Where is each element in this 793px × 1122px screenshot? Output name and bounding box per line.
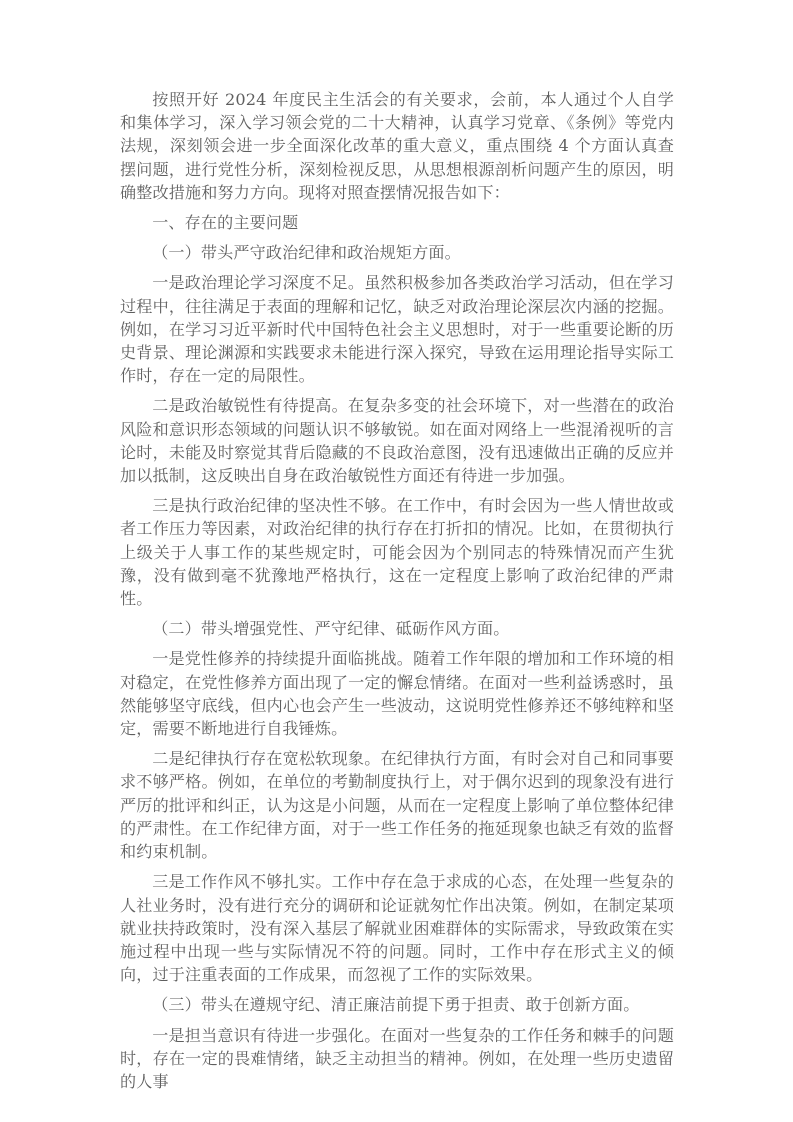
section-heading: （二）带头增强党性、严守纪律、砥砺作风方面。 [152,619,510,639]
section-heading: （三）带头在遵规守纪、清正廉洁前提下勇于担责、敢于创新方面。 [152,995,640,1015]
body-paragraph: 三是执行政治纪律的坚决性不够。在工作中，有时会因为一些人情世故或者工作压力等因素，对政治纪律的执行存在打折扣的情况。比如，在贯彻执行上级关于人事工作的某些规定时，可能会因为个别同志的特殊情况而产生犹豫，没有做到毫不犹豫地严格执行，这在一定程度上影响了政治纪律的严肃性。 [120,496,674,609]
body-paragraph: 一是党性修养的持续提升面临挑战。随着工作年限的增加和工作环境的相对稳定，在党性修养方面出现了一定的懈怠情绪。在面对一些利益诱惑时，虽然能够坚守底线，但内心也会产生一些波动，这说明党性修养还不够纯粹和坚定，需要不断地进行自我锤炼。 [120,649,674,739]
document-body [120,88,674,1093]
body-paragraph: 一是政治理论学习深度不足。虽然积极参加各类政治学习活动，但在学习过程中，往往满足于表面的理解和记忆，缺乏对政治理论深层次内涵的挖掘。例如，在学习习近平新时代中国特色社会主义思想时，对于一些重要论断的历史背景、理论渊源和实践要求未能进行深入探究，导致在运用理论指导实际工作时，存在一定的局限性。 [120,273,674,386]
body-paragraph: 按照开好 2024 年度民主生活会的有关要求，会前，本人通过个人自学和集体学习，深入学习领会党的二十大精神，认真学习党章、《条例》等党内法规，深刻领会进一步全面深化改革的重大意义，重点围绕 4 个方面认真查摆问题，进行党性分析，深刻检视反思，从思想根源剖析问题产生的原因，明确整改措施和努力方向。现将对照查摆情况报告如下： [120,90,674,202]
body-paragraph: 二是纪律执行存在宽松软现象。在纪律执行方面，有时会对自己和同事要求不够严格。例如，在单位的考勤制度执行上，对于偶尔迟到的现象没有进行严厉的批评和纠正，认为这是小问题，从而在一定程度上影响了单位整体纪律的严肃性。在工作纪律方面，对于一些工作任务的拖延现象也缺乏有效的监督和约束机制。 [120,749,674,862]
body-paragraph: 二是政治敏锐性有待提高。在复杂多变的社会环境下，对一些潜在的政治风险和意识形态领域的问题认识不够敏锐。如在面对网络上一些混淆视听的言论时，未能及时察觉其背后隐藏的不良政治意图，没有迅速做出正确的反应并加以抵制，这反映出自身在政治敏锐性方面还有待进一步加强。 [120,396,674,486]
section-heading: 一、存在的主要问题 [152,213,299,233]
section-heading: （一）带头严守政治纪律和政治规矩方面。 [152,243,461,263]
body-paragraph: 三是工作作风不够扎实。工作中存在急于求成的心态，在处理一些复杂的人社业务时，没有进行充分的调研和论证就匆忙作出决策。例如，在制定某项就业扶持政策时，没有深入基层了解就业困难群体的实际需求，导致政策在实施过程中出现一些与实际情况不符的问题。同时，工作中存在形式主义的倾向，过于注重表面的工作成果，而忽视了工作的实际效果。 [120,872,674,985]
body-paragraph: 一是担当意识有待进一步强化。在面对一些复杂的工作任务和棘手的问题时，存在一定的畏难情绪，缺乏主动担当的精神。例如，在处理一些历史遗留的人事 [120,1025,674,1091]
